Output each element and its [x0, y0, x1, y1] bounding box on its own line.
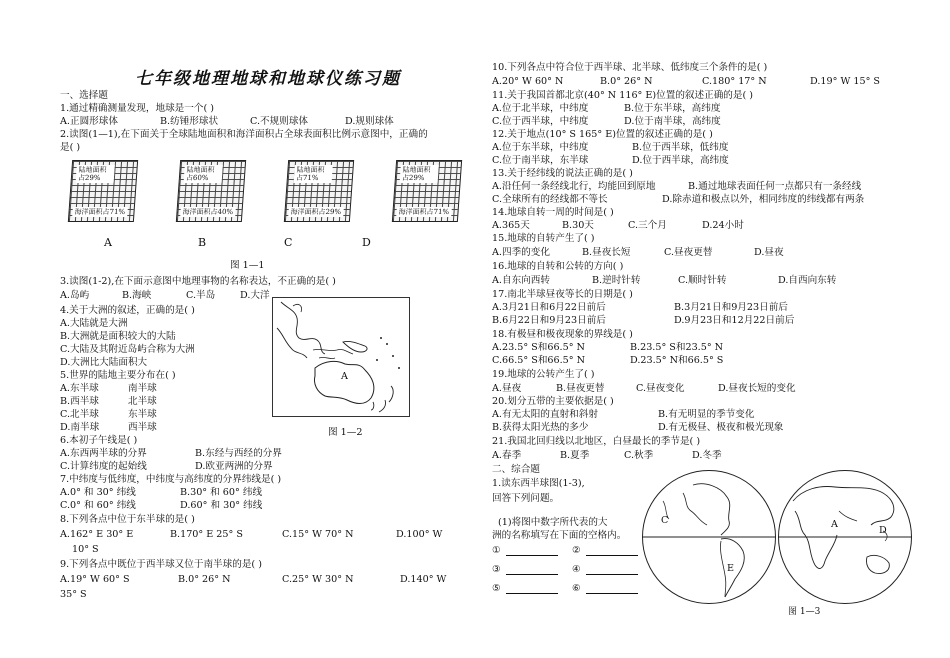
option: A.岛屿: [60, 290, 90, 301]
option: A.四季的变化: [492, 247, 550, 258]
map-letter: C: [661, 515, 669, 526]
eastern-hemisphere-icon: [779, 471, 911, 603]
option: D.19° W 15° S: [810, 76, 880, 87]
answer-blank-2[interactable]: [586, 545, 638, 556]
question-16: 16.地球的自转和公转的方向( ): [492, 261, 624, 272]
question-17: 17.南北半球昼夜等长的日期是( ): [492, 289, 633, 300]
option: A.162° E 30° E: [60, 529, 134, 540]
option: C.180° 17° N: [702, 76, 767, 87]
option: B.170° E 25° S: [170, 529, 243, 540]
question-20: 20.划分五带的主要依据是( ): [492, 396, 614, 407]
option: B.西半球: [60, 396, 99, 407]
question-13: 13.关于经纬线的说法正确的是( ): [492, 168, 633, 179]
option: D.大洋: [240, 290, 270, 301]
grid-chart-b: [176, 160, 246, 222]
option: B.海峡: [122, 290, 152, 301]
question-18: 18.有极昼和极夜现象的界线是( ): [492, 329, 633, 340]
option: B.大洲就是面积较大的大陆: [60, 331, 176, 342]
land-label: 陆地面积占29%: [76, 165, 115, 183]
option: B.位于东半球，高纬度: [624, 103, 721, 114]
sub-question-cont: 洲的名称填写在下面的空格内。: [492, 530, 627, 541]
option: C.半岛: [186, 290, 216, 301]
answer-blank-row: [492, 564, 642, 578]
option: B.位于西半球，低纬度: [632, 142, 729, 153]
page-title: 七年级地理地球和地球仪练习题: [135, 69, 401, 89]
figure-1-2-map: [272, 297, 410, 417]
option: B.通过地球表面任何一点都只有一条经线: [688, 181, 862, 192]
figure-1-1: [60, 160, 478, 272]
option: C.全球所有的经线都不等长: [492, 194, 608, 205]
option: A.东半球: [60, 383, 99, 394]
option: A.位于东半球，中纬度: [492, 142, 589, 153]
map-letter: E: [727, 563, 735, 574]
option: D.24小时: [702, 220, 744, 231]
option: A.正圆形球体: [60, 116, 118, 127]
section-heading: 二、综合题: [492, 464, 540, 475]
figure-letter: D: [362, 236, 371, 249]
question-7: 7.中纬度与低纬度，中纬度与高纬度的分界纬线是( ): [60, 474, 282, 485]
question-21: 21.我国北回归线以北地区，白昼最长的季节是( ): [492, 436, 701, 447]
blank-label: ⑤: [492, 583, 501, 594]
map-letter: A: [831, 519, 838, 530]
option: 西半球: [128, 422, 157, 433]
oceania-map-icon: [273, 298, 409, 416]
question-12: 12.关于地点(10° S 165° E)位置的叙述正确的是( ): [492, 129, 713, 140]
map-letter: A: [341, 371, 348, 382]
grid-chart-c: [284, 160, 354, 222]
question-9: 9.下列各点中既位于西半球又位于南半球的是( ): [60, 559, 262, 570]
option: C.0° 和 60° 纬线: [60, 500, 136, 511]
sea-label: 海洋面积占71%: [72, 207, 127, 217]
option: D.南半球: [60, 422, 100, 433]
sub-question: (1)将图中数字所代表的大: [498, 517, 608, 528]
option: B.有无明显的季节变化: [658, 409, 755, 420]
option: B.3月21日和9月23日前后: [674, 302, 788, 313]
option: 东半球: [128, 409, 157, 420]
option: A.20° W 60° N: [492, 76, 564, 87]
figure-letter: A: [104, 236, 112, 249]
answer-blank-4[interactable]: [586, 564, 638, 575]
sea-label: 海洋面积占71%: [396, 207, 451, 217]
option: C.15° W 70° N: [282, 529, 354, 540]
answer-blank-row: [492, 583, 642, 597]
option: C.三个月: [628, 220, 667, 231]
figure-caption: 图 1—1: [230, 260, 265, 271]
eastern-hemisphere: [778, 470, 912, 604]
answer-blank-6[interactable]: [586, 583, 638, 594]
answer-blank-3[interactable]: [506, 564, 558, 575]
option: D.规则球体: [345, 116, 394, 127]
option: D.除赤道和极点以外，相同纬度的纬线都有两条: [662, 194, 865, 205]
option: B.获得太阳光热的多少: [492, 422, 589, 433]
option: B.纺锤形球状: [160, 116, 219, 127]
blank-label: ④: [572, 564, 581, 575]
question-4: 4.关于大洲的叙述，正确的是( ): [60, 305, 195, 316]
option: B.夏季: [560, 450, 590, 461]
option: D.100° W: [396, 529, 443, 540]
option: C.顺时针转: [678, 275, 727, 286]
section-heading: 一、选择题: [60, 90, 108, 101]
option: 南半球: [128, 383, 157, 394]
option: C.位于西半球，中纬度: [492, 116, 589, 127]
option: A.3月21日和6月22日前后: [492, 302, 606, 313]
option: B.逆时针转: [592, 275, 641, 286]
comprehensive-question-1-cont: 回答下列问题。: [492, 493, 560, 504]
option-continued: 35° S: [60, 589, 87, 600]
option: C.昼夜更替: [664, 247, 713, 258]
question-11: 11.关于我国首都北京(40° N 116° E)位置的叙述正确的是( ): [492, 90, 754, 101]
land-label: 陆地面积占29%: [400, 165, 439, 183]
comprehensive-question-1: 1.读东西半球图(1-3),: [492, 478, 585, 489]
option: C.大陆及其附近岛屿合称为大洲: [60, 344, 195, 355]
option: A.0° 和 30° 纬线: [60, 487, 136, 498]
option: D.冬季: [692, 450, 722, 461]
blank-label: ②: [572, 545, 581, 556]
option: A.23.5° S和66.5° N: [492, 342, 585, 353]
option: A.春季: [492, 450, 522, 461]
answer-blank-1[interactable]: [506, 545, 558, 556]
option: A.365天: [492, 220, 530, 231]
option: A.19° W 60° S: [60, 574, 130, 585]
option: A.自东向西转: [492, 275, 550, 286]
option: B.昼夜更替: [556, 383, 605, 394]
option: A.沿任何一条经线北行，均能回到原地: [492, 181, 656, 192]
option: A.东西两半球的分界: [60, 448, 147, 459]
map-letter: D: [879, 525, 887, 536]
option: B.0° 26° N: [600, 76, 653, 87]
question-3: 3.读图(1-2),在下面示意图中地理事物的名称表达，不正确的是( ): [60, 276, 336, 287]
western-hemisphere: [642, 470, 776, 604]
figure-letter: C: [284, 236, 293, 249]
option: C.不规则球体: [250, 116, 309, 127]
option: D.有无极昼、极夜和极光现象: [658, 422, 784, 433]
option: D.23.5° N和66.5° S: [630, 355, 724, 366]
option: D.140° W: [400, 574, 447, 585]
grid-chart-a: [68, 160, 138, 222]
figure-caption: 图 1—3: [788, 607, 821, 617]
question-5: 5.世界的陆地主要分布在( ): [60, 370, 176, 381]
option: A.位于北半球，中纬度: [492, 103, 589, 114]
figure-caption: 图 1—2: [328, 427, 363, 438]
option: C.25° W 30° N: [282, 574, 354, 585]
option: 北半球: [128, 396, 157, 407]
answer-blank-row: [492, 545, 642, 559]
sea-label: 海洋面积占40%: [180, 207, 235, 217]
option: B.0° 26° N: [178, 574, 231, 585]
option: B.6月22日和9月23日前后: [492, 315, 606, 326]
option: C.位于南半球，东半球: [492, 155, 589, 166]
question-10: 10.下列各点中符合位于西半球、北半球、低纬度三个条件的是( ): [492, 62, 768, 73]
question-8: 8.下列各点中位于东半球的是( ): [60, 514, 195, 525]
option-continued: 10° S: [72, 544, 99, 555]
question-1: 1.通过精确测量发现，地球是一个( ): [60, 103, 215, 114]
option: C.秋季: [624, 450, 654, 461]
question-2: 2.读图(1—1),在下面关于全球陆地面积和海洋面积占全球表面积比例示意图中，正确的: [60, 129, 428, 140]
figure-letter: B: [198, 236, 207, 249]
blank-label: ③: [492, 564, 501, 575]
option: C.昼夜变化: [636, 383, 685, 394]
option: B.23.5° S和23.5° N: [630, 342, 724, 353]
option: D.欧亚两洲的分界: [195, 461, 273, 472]
option: C.北半球: [60, 409, 99, 420]
question-6: 6.本初子午线是( ): [60, 435, 138, 446]
option: D.自西向东转: [778, 275, 837, 286]
option: C.计算纬度的起始线: [60, 461, 147, 472]
option: A.大陆就是大洲: [60, 318, 128, 329]
sea-label: 海洋面积占29%: [288, 207, 343, 217]
question-15: 15.地球的自转产生了( ): [492, 233, 595, 244]
question-2-cont: 是( ): [60, 142, 81, 153]
option: D.昼夜: [754, 247, 784, 258]
option: D.60° 和 30° 纬线: [180, 500, 263, 511]
figure-1-3-hemispheres: [642, 470, 912, 610]
question-14: 14.地球自转一周的时间是( ): [492, 207, 614, 218]
option: D.昼夜长短的变化: [718, 383, 796, 394]
option: A.昼夜: [492, 383, 522, 394]
option: C.66.5° S和66.5° N: [492, 355, 586, 366]
answer-blank-5[interactable]: [506, 583, 558, 594]
option: D.大洲比大陆面积大: [60, 357, 148, 368]
option: B.昼夜长短: [582, 247, 631, 258]
blank-label: ①: [492, 545, 501, 556]
option: A.有无太阳的直射和斜射: [492, 409, 598, 420]
option: B.30天: [562, 220, 594, 231]
option: B.30° 和 60° 纬线: [180, 487, 263, 498]
option: D.位于南半球，高纬度: [624, 116, 721, 127]
grid-chart-d: [392, 160, 462, 222]
land-label: 陆地面积占71%: [294, 165, 333, 183]
blank-label: ⑥: [572, 583, 581, 594]
question-19: 19.地球的公转产生了( ): [492, 369, 595, 380]
option: D.9月23日和12月22日前后: [674, 315, 795, 326]
option: B.东经与西经的分界: [195, 448, 282, 459]
western-hemisphere-icon: [643, 471, 775, 603]
land-label: 陆地面积占60%: [184, 165, 223, 183]
option: D.位于西半球，高纬度: [632, 155, 729, 166]
